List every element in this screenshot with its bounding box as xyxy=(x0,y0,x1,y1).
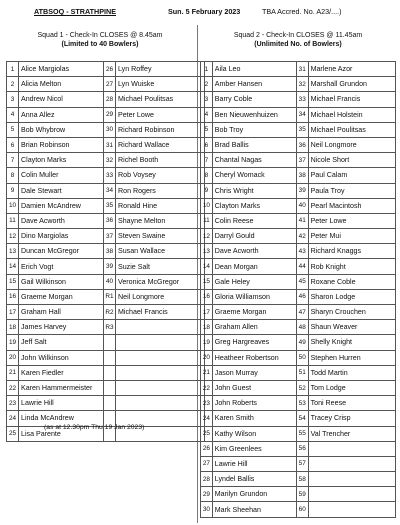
entry-number xyxy=(104,380,116,395)
entry-name: Graeme Morgan xyxy=(19,289,104,304)
entry-number: 14 xyxy=(201,259,213,274)
entry-name: Alice Margiolas xyxy=(19,62,104,77)
entry-name: Neil Longmore xyxy=(116,289,205,304)
entry-name: Neil Longmore xyxy=(308,137,395,152)
entry-number: 20 xyxy=(7,350,19,365)
entry-name: Dino Margiolas xyxy=(19,229,104,244)
entry-number: 4 xyxy=(7,107,19,122)
entry-number: 56 xyxy=(296,441,308,456)
entry-number: 41 xyxy=(296,213,308,228)
entry-name: Marilyn Grundon xyxy=(212,487,296,502)
entry-number: 44 xyxy=(296,259,308,274)
entry-name: Tom Lodge xyxy=(308,380,395,395)
table-row xyxy=(201,305,396,320)
entry-number: 26 xyxy=(104,62,116,77)
entry-number: 58 xyxy=(296,472,308,487)
entry-name: Lawrie Hill xyxy=(19,396,104,411)
table-row xyxy=(201,122,396,137)
entry-name: Roxane Coble xyxy=(308,274,395,289)
entry-number: 46 xyxy=(296,289,308,304)
entry-number: 6 xyxy=(7,137,19,152)
entry-number: 24 xyxy=(7,411,19,426)
entry-number: 35 xyxy=(296,122,308,137)
entry-number: 7 xyxy=(7,153,19,168)
entry-name: Ronald Hine xyxy=(116,198,205,213)
table-row xyxy=(7,320,205,335)
table-row xyxy=(201,441,396,456)
entry-name: Darryl Gould xyxy=(212,229,296,244)
entry-number: 28 xyxy=(201,472,213,487)
entry-number: 59 xyxy=(296,487,308,502)
entry-number: 1 xyxy=(201,62,213,77)
entry-name: Dave Acworth xyxy=(19,213,104,228)
entry-number: 9 xyxy=(201,183,213,198)
entry-number: 37 xyxy=(104,229,116,244)
entry-name: Clayton Marks xyxy=(19,153,104,168)
entry-number: 47 xyxy=(296,305,308,320)
table-row xyxy=(201,365,396,380)
entry-name: Ron Rogers xyxy=(116,183,205,198)
entry-name: Karen Fiedler xyxy=(19,365,104,380)
table-row xyxy=(201,289,396,304)
table-row xyxy=(201,502,396,517)
entry-name xyxy=(308,456,395,471)
entry-number: 37 xyxy=(296,153,308,168)
table-row xyxy=(7,244,205,259)
entry-number: 11 xyxy=(7,213,19,228)
entry-number: R3 xyxy=(104,320,116,335)
table-row xyxy=(7,396,205,411)
entry-name: Karen Hammermeister xyxy=(19,380,104,395)
entry-name: Lawrie Hill xyxy=(212,456,296,471)
entry-name: Chantal Nagas xyxy=(212,153,296,168)
entry-number: 9 xyxy=(7,183,19,198)
squad1-table xyxy=(6,61,205,442)
entry-name: Steven Swaine xyxy=(116,229,205,244)
entry-name: Shelly Knight xyxy=(308,335,395,350)
entry-name: Duncan McGregor xyxy=(19,244,104,259)
entry-name: Richard Wallace xyxy=(116,137,205,152)
entry-name: Pearl Macintosh xyxy=(308,198,395,213)
entry-number: 27 xyxy=(201,456,213,471)
entry-number: 35 xyxy=(104,198,116,213)
entry-number: 4 xyxy=(201,107,213,122)
table-row xyxy=(7,107,205,122)
entry-name: Paula Troy xyxy=(308,183,395,198)
entry-number: 22 xyxy=(7,380,19,395)
entry-number: 24 xyxy=(201,411,213,426)
entry-number: 33 xyxy=(296,92,308,107)
table-row xyxy=(7,305,205,320)
entry-number: 40 xyxy=(296,198,308,213)
entry-name xyxy=(308,472,395,487)
table-row xyxy=(201,213,396,228)
table-row xyxy=(201,426,396,441)
squad2-title: Squad 2 - Check-In CLOSES @ 11.45am xyxy=(233,32,363,39)
entry-number: 48 xyxy=(296,320,308,335)
entry-number: 50 xyxy=(296,350,308,365)
entry-name: Suzie Salt xyxy=(116,259,205,274)
entry-number: 31 xyxy=(296,62,308,77)
entry-name: Gail Wilkinson xyxy=(19,274,104,289)
entry-number: 3 xyxy=(201,92,213,107)
entry-number: 10 xyxy=(201,198,213,213)
entry-name: Shaun Weaver xyxy=(308,320,395,335)
entry-number: 23 xyxy=(201,396,213,411)
entry-name: Paul Calam xyxy=(308,168,395,183)
event-date: Sun. 5 February 2023 xyxy=(168,7,241,16)
entry-name: Damien McAndrew xyxy=(19,198,104,213)
entry-name: Lyn Roffey xyxy=(116,62,205,77)
entry-name: Gloria Williamson xyxy=(212,289,296,304)
entry-number xyxy=(104,365,116,380)
entry-name: John Guest xyxy=(212,380,296,395)
squad1-subtitle: (Limited to 40 Bowlers) xyxy=(61,41,139,48)
table-row xyxy=(7,335,205,350)
entry-number: 7 xyxy=(201,153,213,168)
entry-number: 55 xyxy=(296,426,308,441)
entry-name: Graham Hall xyxy=(19,305,104,320)
squad1-title: Squad 1 - Check-In CLOSES @ 8.45am xyxy=(37,32,163,39)
entry-name: Dean Morgan xyxy=(212,259,296,274)
entry-name: Karen Smith xyxy=(212,411,296,426)
entry-number: 8 xyxy=(7,168,19,183)
entry-name: Richard Knaggs xyxy=(308,244,395,259)
table-row xyxy=(7,259,205,274)
entry-name: Dale Stewart xyxy=(19,183,104,198)
entry-number: 13 xyxy=(7,244,19,259)
entry-number: 20 xyxy=(201,350,213,365)
entry-number: 17 xyxy=(7,305,19,320)
table-row xyxy=(7,213,205,228)
entry-name: Bob Troy xyxy=(212,122,296,137)
club-name: ATBSOQ - STRATHPINE xyxy=(34,7,116,16)
table-row xyxy=(7,168,205,183)
table-row xyxy=(201,396,396,411)
entry-name: Rob Knight xyxy=(308,259,395,274)
entry-number: 36 xyxy=(104,213,116,228)
entry-name: Andrew Nicol xyxy=(19,92,104,107)
entry-number: 36 xyxy=(296,137,308,152)
table-row xyxy=(201,274,396,289)
table-row xyxy=(7,289,205,304)
entry-number: 3 xyxy=(7,92,19,107)
table-row xyxy=(7,274,205,289)
entry-number: 29 xyxy=(104,107,116,122)
entry-name xyxy=(116,335,205,350)
entry-number: 11 xyxy=(201,213,213,228)
entry-number: 42 xyxy=(296,229,308,244)
entry-number: 12 xyxy=(201,229,213,244)
entry-number: 33 xyxy=(104,168,116,183)
entry-number: 18 xyxy=(201,320,213,335)
entry-name: Dave Acworth xyxy=(212,244,296,259)
entry-number: 39 xyxy=(104,259,116,274)
entry-number: 25 xyxy=(201,426,213,441)
entry-name: Gale Heley xyxy=(212,274,296,289)
entry-number: 51 xyxy=(296,365,308,380)
entry-name: Graeme Morgan xyxy=(212,305,296,320)
entry-name: Susan Wallace xyxy=(116,244,205,259)
entry-number: 57 xyxy=(296,456,308,471)
table-row xyxy=(201,320,396,335)
entry-number: 5 xyxy=(201,122,213,137)
entry-number: 17 xyxy=(201,305,213,320)
entry-name: Marlene Azor xyxy=(308,62,395,77)
entry-name: Jason Murray xyxy=(212,365,296,380)
table-row xyxy=(201,168,396,183)
entry-number: 23 xyxy=(7,396,19,411)
entry-number: 53 xyxy=(296,396,308,411)
entry-number xyxy=(104,335,116,350)
entry-name: Stephen Hurren xyxy=(308,350,395,365)
table-row xyxy=(201,198,396,213)
entry-name: Sharon Lodge xyxy=(308,289,395,304)
entry-number xyxy=(104,396,116,411)
entry-name: Peter Mui xyxy=(308,229,395,244)
entry-name: Linda McAndrew xyxy=(19,411,104,426)
entry-name: Amber Hansen xyxy=(212,77,296,92)
entry-name xyxy=(116,365,205,380)
entry-number: 16 xyxy=(201,289,213,304)
entry-name: Brian Robinson xyxy=(19,137,104,152)
entry-name: Marshall Grundon xyxy=(308,77,395,92)
entry-number: 1 xyxy=(7,62,19,77)
table-row xyxy=(7,350,205,365)
entry-number: 18 xyxy=(7,320,19,335)
entry-number: 43 xyxy=(296,244,308,259)
page xyxy=(4,3,396,523)
entry-name: Lyndel Ballis xyxy=(212,472,296,487)
entry-name: Peter Lowe xyxy=(308,213,395,228)
entry-name: Peter Lowe xyxy=(116,107,205,122)
table-row xyxy=(201,456,396,471)
table-row xyxy=(201,350,396,365)
table-row xyxy=(201,183,396,198)
entry-name xyxy=(308,502,395,517)
entry-number: 39 xyxy=(296,183,308,198)
entry-number: 14 xyxy=(7,259,19,274)
entry-name: Cheryl Womack xyxy=(212,168,296,183)
entry-name: Clayton Marks xyxy=(212,198,296,213)
table-row xyxy=(201,77,396,92)
entry-name: Michael Poulitsas xyxy=(116,92,205,107)
entry-number: 38 xyxy=(296,168,308,183)
entry-number: 13 xyxy=(201,244,213,259)
entry-name xyxy=(116,350,205,365)
entry-name: Michael Francis xyxy=(116,305,205,320)
entry-name: Mark Sheehan xyxy=(212,502,296,517)
table-row xyxy=(7,229,205,244)
entry-number: 31 xyxy=(104,137,116,152)
squad1-note: (as at 12.30pm Thu 19 Jan 2023) xyxy=(44,424,145,431)
entry-name xyxy=(116,380,205,395)
entry-number: 45 xyxy=(296,274,308,289)
entry-name: Brad Ballis xyxy=(212,137,296,152)
entry-number xyxy=(104,350,116,365)
entry-name: Bob Whybrow xyxy=(19,122,104,137)
entry-name xyxy=(116,320,205,335)
table-row xyxy=(201,107,396,122)
entry-number: 5 xyxy=(7,122,19,137)
table-row xyxy=(7,153,205,168)
entry-number: 2 xyxy=(7,77,19,92)
entry-number: 22 xyxy=(201,380,213,395)
entry-name: Toni Reese xyxy=(308,396,395,411)
entry-number: 34 xyxy=(296,107,308,122)
entry-name: Kathy Wilson xyxy=(212,426,296,441)
table-row xyxy=(201,380,396,395)
entry-number: 30 xyxy=(104,122,116,137)
entry-name: Tracey Crisp xyxy=(308,411,395,426)
table-row xyxy=(201,259,396,274)
entry-number: 21 xyxy=(201,365,213,380)
entry-number: 32 xyxy=(296,77,308,92)
table-row xyxy=(7,365,205,380)
table-row xyxy=(201,92,396,107)
entry-number: 2 xyxy=(201,77,213,92)
entry-name: Kim Greenlees xyxy=(212,441,296,456)
squad2-table xyxy=(200,61,396,518)
squad1-header xyxy=(4,31,196,55)
entry-number: 34 xyxy=(104,183,116,198)
entry-number: 16 xyxy=(7,289,19,304)
entry-name: Todd Martin xyxy=(308,365,395,380)
entry-name: Lyn Wuiske xyxy=(116,77,205,92)
entry-number: 40 xyxy=(104,274,116,289)
entry-name: Nicole Short xyxy=(308,153,395,168)
squad2-subtitle: (Unlimited No. of Bowlers) xyxy=(254,41,342,48)
entry-name: John Roberts xyxy=(212,396,296,411)
table-row xyxy=(7,380,205,395)
table-row xyxy=(7,183,205,198)
entry-name: Veronica McGregor xyxy=(116,274,205,289)
entry-number: 32 xyxy=(104,153,116,168)
entry-number: 8 xyxy=(201,168,213,183)
entry-name: Val Trencher xyxy=(308,426,395,441)
entry-number: 29 xyxy=(201,487,213,502)
entry-number: 12 xyxy=(7,229,19,244)
entry-name: Ben Nieuwenhuizen xyxy=(212,107,296,122)
table-row xyxy=(201,487,396,502)
entry-number: 21 xyxy=(7,365,19,380)
entry-number: 19 xyxy=(7,335,19,350)
entry-name: Greg Hargreaves xyxy=(212,335,296,350)
entry-name xyxy=(308,487,395,502)
entry-number: 15 xyxy=(7,274,19,289)
entry-name: Colin Reese xyxy=(212,213,296,228)
entry-name xyxy=(308,441,395,456)
table-row xyxy=(7,92,205,107)
entry-name: Michael Holstein xyxy=(308,107,395,122)
table-row xyxy=(201,137,396,152)
entry-number: 30 xyxy=(201,502,213,517)
entry-name: Colin Muller xyxy=(19,168,104,183)
entry-name: Anna Allez xyxy=(19,107,104,122)
table-row xyxy=(201,411,396,426)
entry-number: 6 xyxy=(201,137,213,152)
entry-name: Barry Coble xyxy=(212,92,296,107)
entry-name: Graham Allen xyxy=(212,320,296,335)
entry-number: 10 xyxy=(7,198,19,213)
table-row xyxy=(201,335,396,350)
entry-name: Richard Robinson xyxy=(116,122,205,137)
entry-number: R1 xyxy=(104,289,116,304)
table-row xyxy=(7,137,205,152)
entry-number: 27 xyxy=(104,77,116,92)
entry-name: Jeff Salt xyxy=(19,335,104,350)
entry-name: Chris Wright xyxy=(212,183,296,198)
entry-number: 26 xyxy=(201,441,213,456)
entry-name: Rob Voysey xyxy=(116,168,205,183)
accreditation-number: TBA Accred. No. A23/....) xyxy=(262,7,342,16)
entry-name: John Wilkinson xyxy=(19,350,104,365)
table-row xyxy=(201,472,396,487)
table-row xyxy=(7,198,205,213)
entry-number: 25 xyxy=(7,426,19,441)
entry-name: Lisa Parente xyxy=(19,426,104,441)
entry-name: Shayne Melton xyxy=(116,213,205,228)
entry-name: Heatheer Robertson xyxy=(212,350,296,365)
table-row xyxy=(7,62,205,77)
entry-name: Aila Leo xyxy=(212,62,296,77)
table-row xyxy=(7,122,205,137)
entry-name: Sharyn Crouchen xyxy=(308,305,395,320)
entry-number: 54 xyxy=(296,411,308,426)
squad2-header xyxy=(200,31,396,55)
entry-name: Alicia Melton xyxy=(19,77,104,92)
entry-number: 28 xyxy=(104,92,116,107)
entry-number: 52 xyxy=(296,380,308,395)
entry-number: 38 xyxy=(104,244,116,259)
table-row xyxy=(201,229,396,244)
document-header xyxy=(4,7,396,19)
entry-name: Erich Vogt xyxy=(19,259,104,274)
entry-name: James Harvey xyxy=(19,320,104,335)
entry-number: 60 xyxy=(296,502,308,517)
entry-number: 19 xyxy=(201,335,213,350)
entry-number: 49 xyxy=(296,335,308,350)
entry-name: Michael Poulitsas xyxy=(308,122,395,137)
entry-name xyxy=(116,396,205,411)
table-row xyxy=(201,62,396,77)
entry-number: 15 xyxy=(201,274,213,289)
entry-name: Michael Francis xyxy=(308,92,395,107)
entry-name: Richel Booth xyxy=(116,153,205,168)
table-row xyxy=(7,77,205,92)
table-row xyxy=(201,244,396,259)
table-row xyxy=(201,153,396,168)
entry-number: R2 xyxy=(104,305,116,320)
